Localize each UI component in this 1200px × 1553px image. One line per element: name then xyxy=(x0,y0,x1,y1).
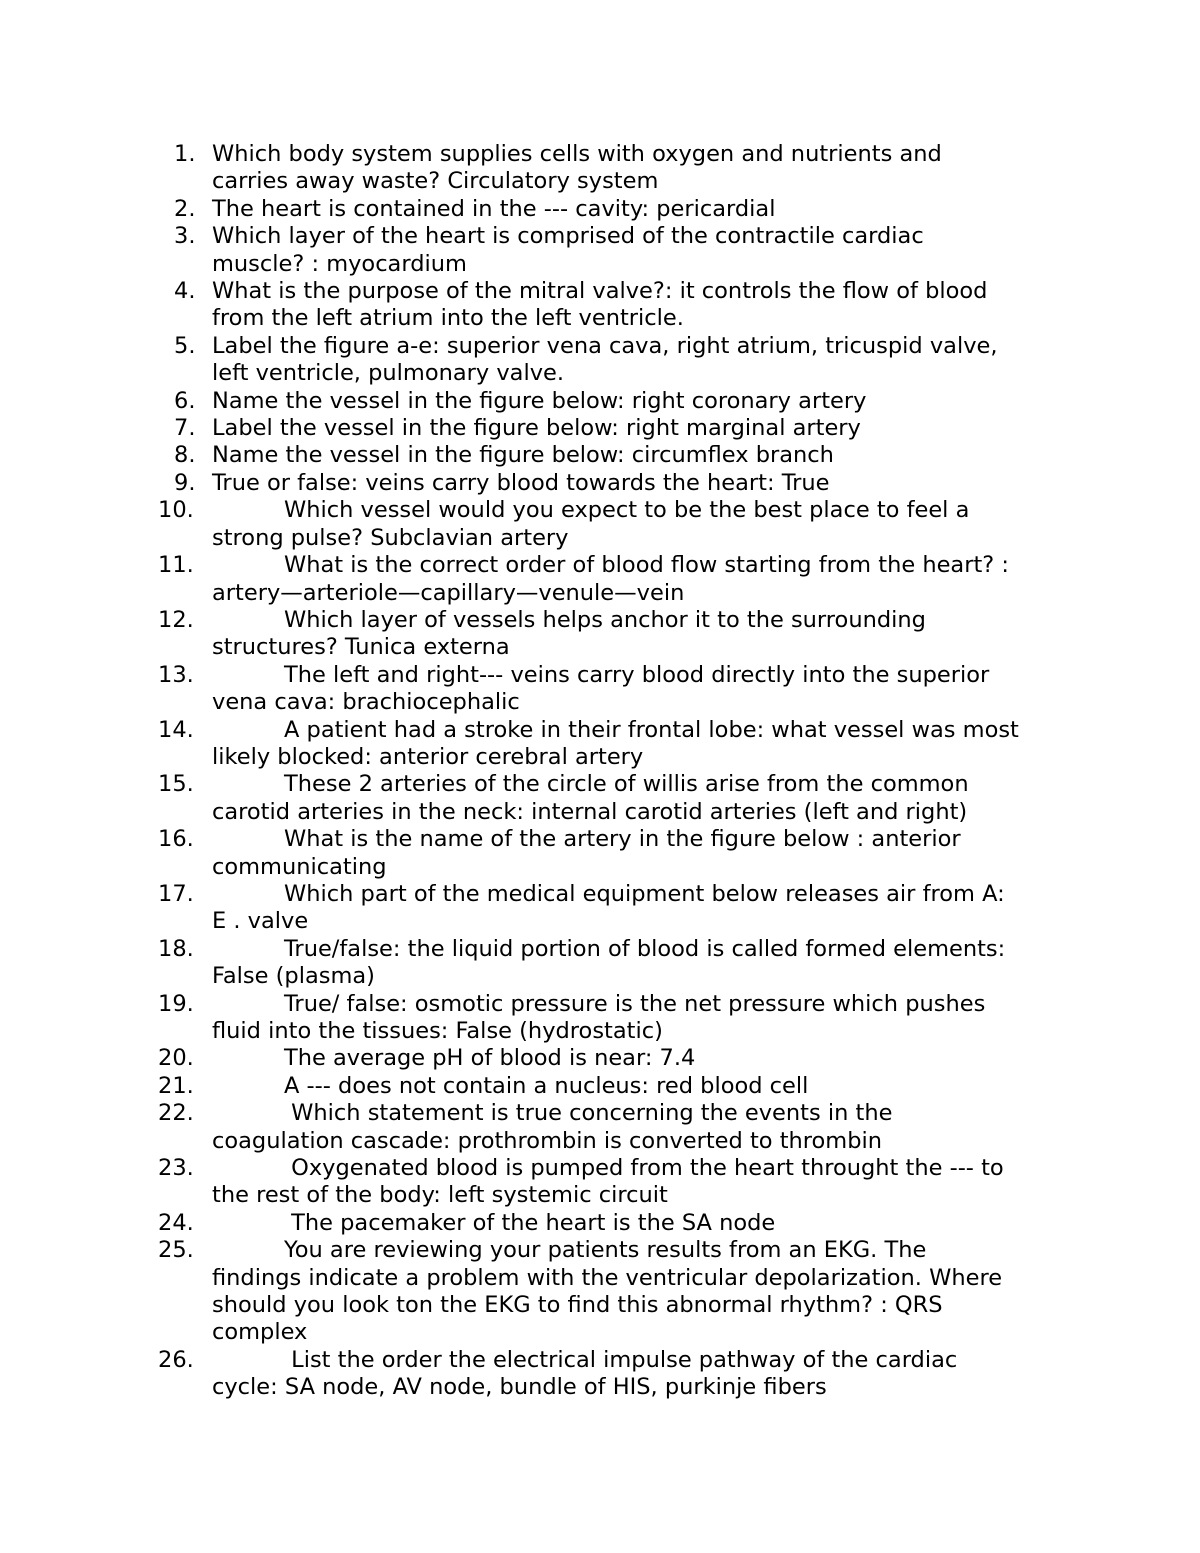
question-text: List the order the electrical impulse pathway of the cardiac xyxy=(284,1346,958,1373)
question-number: 5. xyxy=(174,332,196,359)
question-text: What is the name of the artery in the figure below : anterior xyxy=(284,826,961,853)
question-item xyxy=(158,661,1074,717)
question-item xyxy=(158,606,1074,662)
question-number: 3. xyxy=(174,223,196,250)
question-text: Which part of the medical equipment below releases air from A: xyxy=(284,880,1005,907)
question-number: 6. xyxy=(174,387,196,414)
question-text: A --- does not contain a nucleus: red blood cell xyxy=(284,1072,809,1099)
question-text: A patient had a stroke in their frontal lobe: what vessel was most xyxy=(284,716,1019,743)
question-number: 19. xyxy=(158,990,194,1017)
question-number: 11. xyxy=(158,552,194,579)
question-text: True/false: the liquid portion of blood is called formed elements: xyxy=(284,935,1006,962)
question-text: These 2 arteries of the circle of willis arise from the common xyxy=(284,771,969,798)
question-text-line: Label the vessel in the figure below: right marginal artery xyxy=(212,415,861,442)
question-text-line xyxy=(212,717,1074,744)
question-text-line xyxy=(212,936,1074,963)
question-item xyxy=(158,497,1074,552)
question-text-line xyxy=(212,1045,1074,1072)
question-number: 12. xyxy=(158,606,194,633)
question-number: 17. xyxy=(158,880,194,907)
question-number: 2. xyxy=(174,195,196,222)
question-text-line: fluid into the tissues: False (hydrostatic) xyxy=(212,1018,663,1044)
question-text-line: Which body system supplies cells with oxygen and nutrients and xyxy=(212,141,942,167)
question-item xyxy=(174,470,1074,497)
question-text-line: strong pulse? Subclavian artery xyxy=(212,524,569,551)
question-item xyxy=(174,196,1074,223)
question-text-line: True or false: veins carry blood towards the heart: True xyxy=(212,469,830,496)
question-item xyxy=(174,223,1074,278)
question-text-line: structures? Tunica externa xyxy=(212,634,510,661)
question-text-line: Name the vessel in the figure below: right coronary artery xyxy=(212,387,867,414)
question-number: 18. xyxy=(158,935,194,962)
question-item xyxy=(158,1209,1074,1237)
question-text: The left and right--- veins carry blood directly into the superior xyxy=(284,661,990,688)
question-text: True/ false: osmotic pressure is the net pressure which pushes xyxy=(284,990,986,1017)
question-number: 9. xyxy=(174,469,196,496)
question-number: 26. xyxy=(158,1346,194,1373)
question-text-line: should you look ton the EKG to find this abnormal rhythm? : QRS xyxy=(212,1292,943,1319)
question-number: 21. xyxy=(158,1072,194,1099)
question-item xyxy=(158,1346,1074,1402)
question-text-line: vena cava: brachiocephalic xyxy=(212,689,520,716)
question-item xyxy=(158,552,1074,607)
question-text-line xyxy=(212,607,1074,634)
question-text-line: False (plasma) xyxy=(212,963,375,990)
question-text-line xyxy=(212,1210,1074,1237)
question-number: 1. xyxy=(174,141,196,167)
question-text-line: Name the vessel in the figure below: circumflex branch xyxy=(212,442,834,469)
question-text: Which layer of vessels helps anchor it to the surrounding xyxy=(284,606,926,633)
question-text-line: the rest of the body: left systemic circuit xyxy=(212,1182,668,1209)
question-text-line xyxy=(212,1073,1074,1100)
question-text-line: The heart is contained in the --- cavity: pericardial xyxy=(212,195,776,222)
question-text-line xyxy=(212,1155,1074,1182)
question-item xyxy=(174,388,1074,415)
question-text-line: likely blocked: anterior cerebral artery xyxy=(212,743,644,770)
question-number: 16. xyxy=(158,826,194,853)
question-text-line xyxy=(212,826,1074,853)
question-item xyxy=(158,1155,1074,1210)
question-item xyxy=(174,442,1074,469)
question-item xyxy=(174,278,1074,333)
question-item xyxy=(158,990,1074,1046)
question-number: 23. xyxy=(158,1155,194,1182)
question-item xyxy=(158,935,1074,991)
question-item xyxy=(158,880,1074,936)
question-item xyxy=(158,771,1074,826)
question-item xyxy=(158,826,1074,881)
question-item xyxy=(158,1045,1074,1072)
question-number: 25. xyxy=(158,1237,194,1264)
question-text-line xyxy=(212,771,1074,798)
question-text: Which statement is true concerning the events in the xyxy=(284,1100,893,1127)
question-item xyxy=(174,415,1074,442)
question-text-line: muscle? : myocardium xyxy=(212,250,467,277)
question-text-line: complex xyxy=(212,1319,308,1346)
question-item xyxy=(158,1100,1074,1155)
question-text-line: communicating xyxy=(212,853,387,880)
question-number: 15. xyxy=(158,771,194,798)
question-number: 20. xyxy=(158,1045,194,1072)
question-number: 22. xyxy=(158,1100,194,1127)
question-item xyxy=(174,141,1074,196)
question-number: 7. xyxy=(174,415,196,442)
question-text-line xyxy=(212,1100,1074,1127)
question-text-line: Which layer of the heart is comprised of the contractile cardiac xyxy=(212,223,924,250)
question-text-line: Label the figure a-e: superior vena cava, right atrium, tricuspid valve, xyxy=(212,332,998,359)
question-text-line: What is the purpose of the mitral valve?: it controls the flow of blood xyxy=(212,278,988,305)
question-item xyxy=(158,1072,1074,1100)
question-text-line xyxy=(212,991,1074,1018)
question-number: 10. xyxy=(158,497,194,524)
question-text-line: from the left atrium into the left ventricle. xyxy=(212,305,684,332)
question-text-line: cycle: SA node, AV node, bundle of HIS, purkinje fibers xyxy=(212,1374,827,1401)
question-text-line xyxy=(212,881,1074,908)
question-item xyxy=(158,1237,1074,1347)
question-number: 8. xyxy=(174,442,196,469)
question-text: The pacemaker of the heart is the SA node xyxy=(284,1209,776,1236)
question-text-line xyxy=(212,1347,1074,1374)
question-text-line xyxy=(212,662,1074,689)
question-text: You are reviewing your patients results from an EKG. The xyxy=(284,1237,927,1264)
question-text: Which vessel would you expect to be the best place to feel a xyxy=(284,497,970,524)
question-number: 24. xyxy=(158,1209,194,1236)
question-text-line: E . valve xyxy=(212,908,309,935)
question-text-line: left ventricle, pulmonary valve. xyxy=(212,360,565,387)
question-text-line: carries away waste? Circulatory system xyxy=(212,168,659,195)
question-text-line: carotid arteries in the neck: internal carotid arteries (left and right) xyxy=(212,798,968,825)
question-text: Oxygenated blood is pumped from the heart throught the --- to xyxy=(284,1155,1004,1182)
question-text-line xyxy=(212,1237,1074,1264)
question-number: 13. xyxy=(158,661,194,688)
question-list xyxy=(158,141,1074,1402)
question-text-line xyxy=(212,552,1074,579)
question-text-line: findings indicate a problem with the ventricular depolarization. Where xyxy=(212,1264,1003,1291)
question-text-line xyxy=(212,497,1074,524)
question-item xyxy=(158,716,1074,772)
question-text-line: artery—arteriole—capillary—venule—vein xyxy=(212,579,685,606)
question-text: The average pH of blood is near: 7.4 xyxy=(284,1045,696,1072)
question-text-line: coagulation cascade: prothrombin is converted to thrombin xyxy=(212,1127,883,1154)
question-item xyxy=(174,333,1074,388)
question-text: What is the correct order of blood flow starting from the heart? : xyxy=(284,552,1009,579)
question-number: 14. xyxy=(158,716,194,743)
question-number: 4. xyxy=(174,278,196,305)
